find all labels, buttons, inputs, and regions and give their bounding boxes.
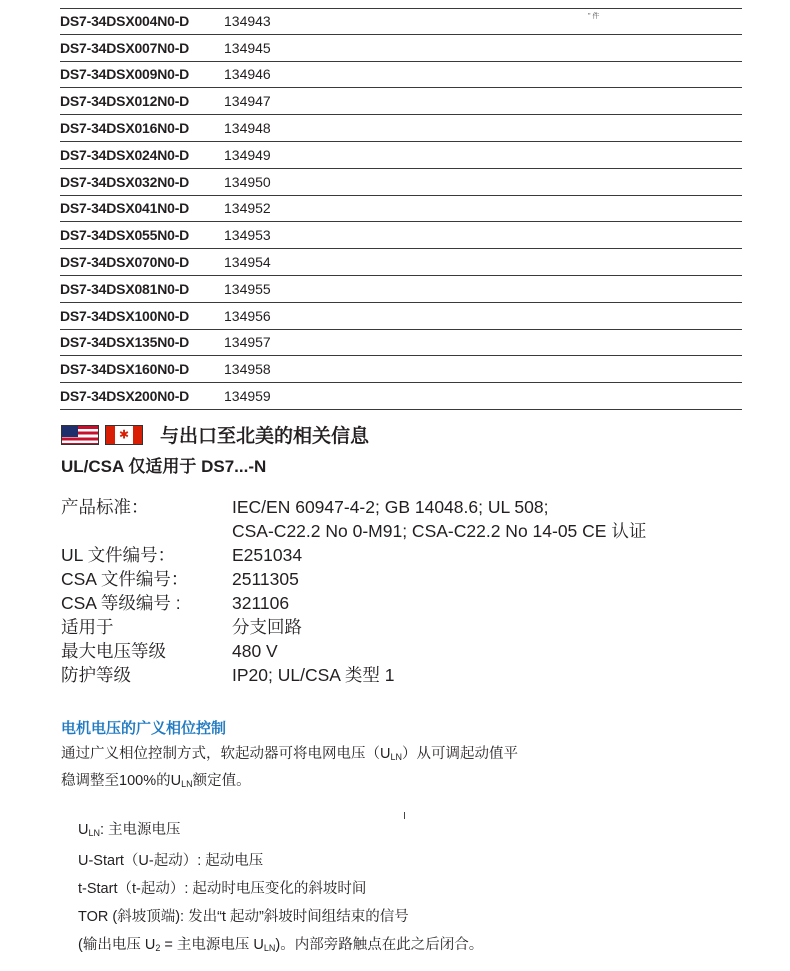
spec-value: E251034 — [232, 545, 303, 565]
article-number: 134945 — [224, 39, 271, 56]
product-code: DS7-34DSX016N0-D — [60, 120, 190, 137]
spec-key: UL 文件编号： — [61, 545, 176, 565]
spec-row-standards — [61, 495, 712, 519]
spec-value: IP20; UL/CSA 类型 1 — [232, 665, 395, 685]
spec-row-standards-cont — [61, 519, 712, 543]
article-number: 134959 — [224, 388, 271, 405]
product-code: DS7-34DSX004N0-D — [60, 13, 190, 30]
spec-value: 分支回路 — [232, 617, 302, 637]
product-code-table — [60, 8, 742, 410]
article-number: 134958 — [224, 361, 271, 378]
table-row — [60, 169, 742, 196]
spec-row-protection — [61, 663, 712, 687]
table-row — [60, 8, 742, 35]
spec-row-max-voltage — [61, 639, 712, 663]
table-row — [60, 222, 742, 249]
phase-control-heading: 电机电压的广义相位控制 — [61, 720, 227, 737]
legend-output-voltage: (输出电压 $U_2$ = 主电源电压 $U_{LN}$)。内部旁路触点在此之后闭合。 — [78, 937, 484, 953]
article-number: 134952 — [224, 200, 271, 217]
spec-key: CSA 文件编号： — [61, 569, 189, 589]
product-code: DS7-34DSX055N0-D — [60, 227, 190, 244]
article-number: 134943 — [224, 13, 271, 30]
north-america-export-title: 与出口至北美的相关信息 — [160, 426, 370, 447]
spec-list — [61, 495, 712, 687]
article-number: 134950 — [224, 173, 271, 190]
table-row — [60, 88, 742, 115]
table-row — [60, 276, 742, 303]
spec-key: 最大电压等级 — [61, 641, 166, 661]
article-number: 134948 — [224, 120, 271, 137]
table-row — [60, 62, 742, 89]
product-code: DS7-34DSX200N0-D — [60, 388, 190, 405]
article-number: 134955 — [224, 280, 271, 297]
us-flag-icon — [61, 425, 99, 445]
product-code: DS7-34DSX135N0-D — [60, 334, 190, 351]
product-code: DS7-34DSX100N0-D — [60, 307, 190, 324]
legend-u-start: U-Start（U-起动）: 起动电压 — [78, 853, 264, 869]
table-row — [60, 303, 742, 330]
table-row — [60, 142, 742, 169]
spec-key: 防护等级 — [61, 665, 131, 685]
legend-t-start: t-Start（t-起动）: 起动时电压变化的斜坡时间 — [78, 881, 367, 897]
article-number: 134949 — [224, 146, 271, 163]
product-code: DS7-34DSX081N0-D — [60, 280, 190, 297]
table-row — [60, 330, 742, 357]
product-code: DS7-34DSX007N0-D — [60, 39, 190, 56]
spec-row-csa-file — [61, 567, 712, 591]
spec-key: 适用于 — [61, 617, 114, 637]
ul-csa-subtitle: UL/CSA 仅适用于 DS7...-N — [61, 457, 267, 476]
product-code: DS7-34DSX160N0-D — [60, 361, 190, 378]
product-code: DS7-34DSX041N0-D — [60, 200, 190, 217]
article-number: 134956 — [224, 307, 271, 324]
article-number: 134954 — [224, 254, 271, 271]
product-code: DS7-34DSX009N0-D — [60, 66, 190, 83]
flag-group — [61, 425, 143, 445]
spec-value: 321106 — [232, 593, 290, 613]
table-row — [60, 383, 742, 410]
spec-key: CSA 等级编号 : — [61, 593, 181, 613]
product-code: DS7-34DSX070N0-D — [60, 254, 190, 271]
spec-row-ul-file — [61, 543, 712, 567]
spec-key: 产品标准： — [61, 497, 149, 517]
product-code: DS7-34DSX032N0-D — [60, 173, 190, 190]
table-row — [60, 196, 742, 223]
article-number: 134946 — [224, 66, 271, 83]
article-number: 134957 — [224, 334, 271, 351]
article-number: 134953 — [224, 227, 271, 244]
article-number: 134947 — [224, 93, 271, 110]
spec-row-csa-class — [61, 591, 712, 615]
legend-tor: TOR (斜坡顶端): 发出“t 起动”斜坡时间组结束的信号 — [78, 909, 409, 925]
spec-row-application — [61, 615, 712, 639]
product-code: DS7-34DSX012N0-D — [60, 93, 190, 110]
table-row — [60, 115, 742, 142]
product-code: DS7-34DSX024N0-D — [60, 146, 190, 163]
spec-value: 480 V — [232, 641, 278, 661]
spec-value: CSA-C22.2 No 0-M91; CSA-C22.2 No 14-05 CE 认证 — [232, 521, 647, 541]
voltage-legend — [78, 816, 483, 962]
table-row — [60, 35, 742, 62]
spec-value: IEC/EN 60947-4-2; GB 14048.6; UL 508; — [232, 497, 549, 517]
phase-control-paragraph: 通过广义相位控制方式，软起动器可将电网电压$(U_{LN})$从可调起动值平 稳调整至100%的$U_{LN}$额定值。 — [61, 746, 518, 789]
spec-value: 2511305 — [232, 569, 299, 589]
canada-flag-icon: ✱ — [105, 425, 143, 445]
stray-mark: " 件 — [588, 13, 600, 20]
table-row — [60, 249, 742, 276]
table-row — [60, 356, 742, 383]
legend-uln: $U_{LN}$: 主电源电压 — [78, 822, 181, 838]
